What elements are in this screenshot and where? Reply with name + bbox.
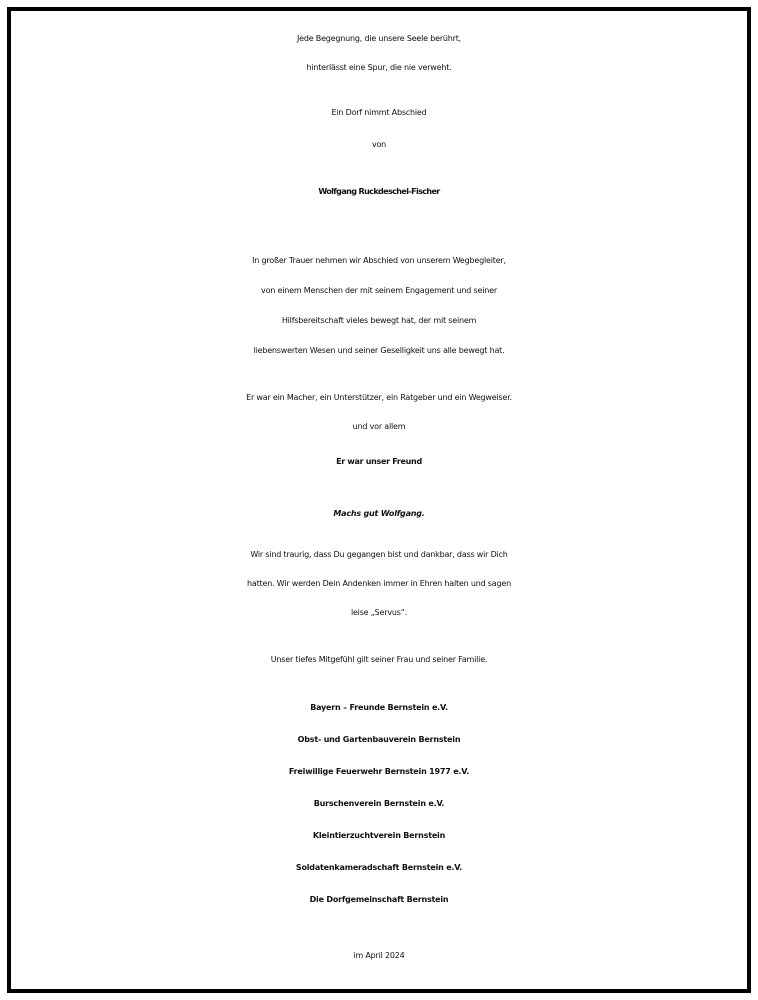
organization-4: Burschenverein Bernstein e.V. (313, 799, 445, 808)
organization-7: Die Dorfgemeinschaft Bernstein (309, 895, 449, 904)
organization-1: Bayern – Freunde Bernstein e.V. (310, 703, 448, 712)
roles-line-1: Er war ein Macher, ein Unterstützer, ein Ratgeber und ein Wegweiser. (246, 393, 512, 402)
closing-line-1: Wir sind traurig, dass Du gegangen bist und dankbar, dass wir Dich (250, 550, 508, 559)
intro-line-2: von (371, 140, 387, 149)
deceased-name: Wolfgang Ruckdeschel-Fischer (318, 187, 440, 196)
verse-line-2: hinterlässt eine Spur, die nie verweht. (306, 63, 452, 72)
closing-line-3: leise „Servus“. (350, 608, 408, 617)
organization-5: Kleintierzuchtverein Bernstein (312, 831, 446, 840)
organization-2: Obst- und Gartenbauverein Bernstein (297, 735, 461, 744)
organization-6: Soldatenkameradschaft Bernstein e.V. (295, 863, 463, 872)
farewell-line: Machs gut Wolfgang. (333, 509, 425, 518)
tribute-line-3: Hilfsbereitschaft vieles bewegt hat, der mit seinem (281, 316, 477, 325)
organization-3: Freiwillige Feuerwehr Bernstein 1977 e.V. (288, 767, 470, 776)
tribute-line-2: von einem Menschen der mit seinem Engagement und seiner (261, 286, 497, 295)
sympathy-line: Unser tiefes Mitgefühl gilt seiner Frau und seiner Familie. (270, 655, 488, 664)
tribute-line-4: liebenswerten Wesen und seiner Geselligkeit uns alle bewegt hat. (253, 346, 505, 355)
tribute-line-1: In großer Trauer nehmen wir Abschied von unserem Wegbegleiter, (252, 256, 506, 265)
roles-line-2: und vor allem (352, 422, 406, 431)
notice-date: im April 2024 (353, 951, 405, 960)
friend-heading: Er war unser Freund (336, 457, 422, 466)
verse-line-1: Jede Begegnung, die unsere Seele berührt, (296, 34, 462, 43)
closing-line-2: hatten. Wir werden Dein Andenken immer in Ehren halten und sagen (247, 579, 511, 588)
intro-line-1: Ein Dorf nimmt Abschied (331, 108, 427, 117)
obituary-notice (7, 7, 751, 993)
